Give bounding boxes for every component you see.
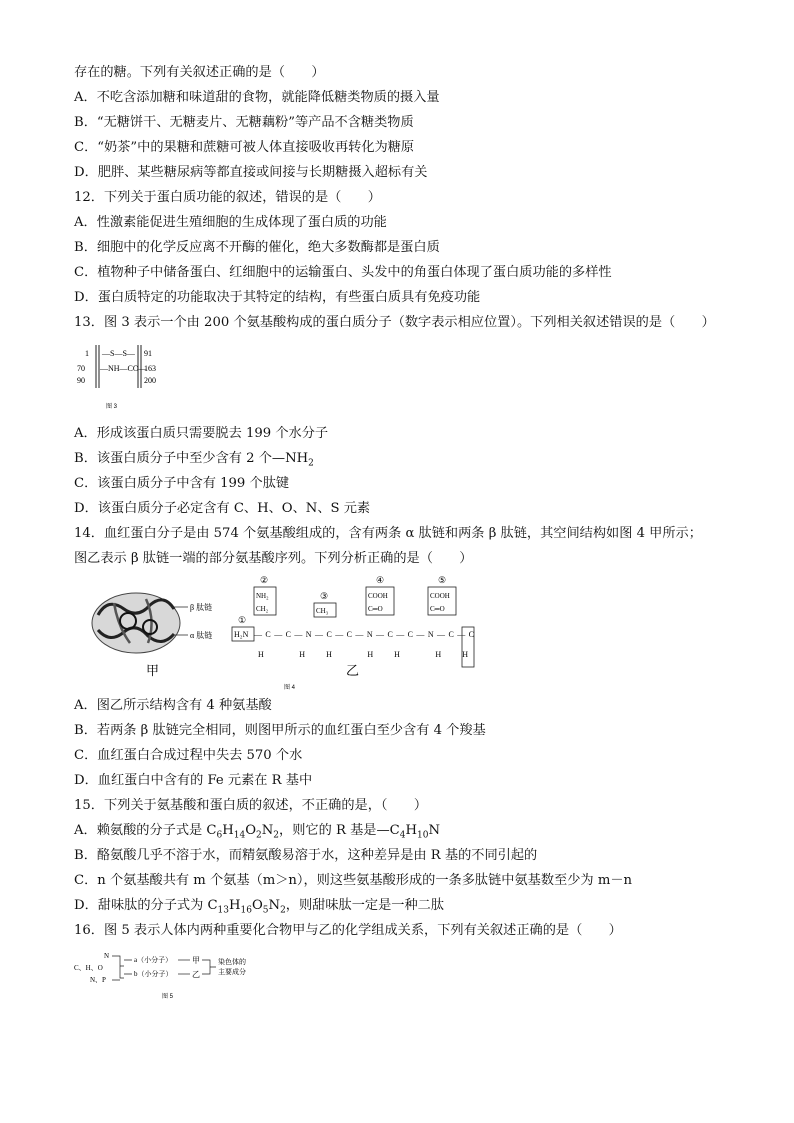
question-16: 16．图 5 表示人体内两种重要化合物甲与乙的化学组成关系，下列有关叙述正确的是（ ）	[74, 923, 622, 938]
figure-3	[74, 340, 164, 412]
r-group-nh2: NH₂	[256, 592, 269, 600]
subscript: 13	[217, 905, 229, 916]
r-group-ch3: CH₃	[316, 607, 329, 615]
result-text: 主要成分	[218, 968, 246, 976]
fig3-disulfide-bond: —S—S—	[102, 349, 135, 358]
fig3-right-num: 163	[144, 364, 156, 373]
compound-jia: 甲	[192, 956, 200, 965]
text: H	[222, 823, 234, 838]
subscript: 5	[262, 905, 269, 916]
r-group-cooh: COOH	[430, 592, 450, 600]
fig4-caption: 图 4	[284, 685, 296, 691]
option-d: D．该蛋白质分子必定含有 C、H、O、N、S 元素	[74, 501, 371, 516]
r-group-cooh: COOH	[368, 592, 388, 600]
option-c: C．血红蛋白合成过程中失去 570 个水	[74, 748, 303, 763]
fig3-left-num: 1	[85, 349, 89, 358]
option-d: D．血红蛋白中含有的 Fe 元素在 R 基中	[74, 773, 313, 788]
option-b: B．若两条 β 肽链完全相同，则图甲所示的血红蛋白至少含有 4 个羧基	[74, 723, 486, 738]
option-d	[74, 897, 444, 920]
option-c: C．n 个氨基酸共有 m 个氨基（m＞n），则这些氨基酸形成的一条多肽链中氨基数至少为 m－n	[74, 873, 632, 888]
text: D．甜味肽的分子式为 C	[74, 898, 218, 913]
element-n: N	[104, 952, 110, 960]
circled-number: ①	[238, 615, 247, 625]
fig3-peptide-bond: —NH—CO—	[100, 364, 147, 373]
beta-chain-label: β 肽链	[190, 603, 213, 612]
subscript: 2	[308, 458, 314, 469]
option-a	[74, 822, 440, 845]
option-a: A．图乙所示结构含有 4 种氨基酸	[74, 698, 272, 713]
subscript: 4	[399, 830, 406, 841]
subscript: 2	[256, 830, 262, 841]
figure-4	[84, 575, 484, 693]
option-c: C．“奶茶”中的果糖和蔗糖可被人体直接吸收再转化为糖原	[74, 140, 415, 155]
text: O	[251, 898, 263, 913]
element-np: N、P	[90, 976, 106, 984]
subscript: 16	[240, 905, 252, 916]
question-text: 存在的糖。下列有关叙述正确的是（ ）	[74, 65, 325, 80]
option-b: B．“无糖饼干、无糖麦片、无糖藕粉”等产品不含糖类物质	[74, 115, 414, 130]
backbone-h-row: H H H H H H H	[258, 650, 468, 659]
question-12: 12．下列关于蛋白质功能的叙述，错误的是（ ）	[74, 190, 381, 205]
question-14-cont: 图乙表示 β 肽链一端的部分氨基酸序列。下列分析正确的是（ ）	[74, 551, 473, 566]
subscript: 2	[273, 830, 280, 841]
circled-number: ②	[260, 575, 269, 585]
circled-number: ⑤	[438, 575, 447, 585]
text: N	[268, 898, 281, 913]
option-a: A．不吃含添加糖和味道甜的食物，就能降低糖类物质的摄入量	[74, 90, 440, 105]
text: A．赖氨酸的分子式是 C	[74, 823, 217, 838]
backbone-chain: —C—C—N—C—C—N—C—C—N—C—C	[254, 630, 474, 639]
label-b: b（小分子）	[134, 970, 173, 978]
question-15: 15．下列关于氨基酸和蛋白质的叙述，不正确的是，（ ）	[74, 798, 428, 813]
label-a: a（小分子）	[134, 956, 173, 964]
r-group-co: C═O	[368, 605, 383, 613]
subscript: 14	[233, 830, 246, 841]
option-b: B．细胞中的化学反应离不开酶的催化，绝大多数酶都是蛋白质	[74, 240, 440, 255]
option-a: A．性激素能促进生殖细胞的生成体现了蛋白质的功能	[74, 215, 387, 230]
amino-group: H₂N	[234, 630, 249, 639]
hemoglobin-structure-image	[92, 593, 180, 653]
question-14: 14．血红蛋白分子是由 574 个氨基酸组成的，含有两条 α 肽链和两条 β 肽链，其空间结构如图 4 甲所示；	[74, 526, 702, 541]
option-d: D．蛋白质特定的功能取决于其特定的结构，有些蛋白质具有免疫功能	[74, 290, 481, 305]
text: N	[261, 823, 274, 838]
element-cho: C、H、O	[74, 964, 103, 972]
circled-number: ④	[376, 575, 385, 585]
option-d: D．肥胖、某些糖尿病等都直接或间接与长期糖摄入超标有关	[74, 165, 428, 180]
text: O	[245, 823, 257, 838]
text: H	[405, 823, 417, 838]
fig3-left-num: 70	[77, 364, 85, 373]
label-jia: 甲	[146, 663, 160, 678]
alpha-chain-label: α 肽链	[190, 631, 213, 640]
figure-5	[74, 948, 284, 1004]
option-b-text: B．该蛋白质分子中至少含有 2 个—NH	[74, 451, 309, 466]
result-text: 染色体的	[218, 958, 246, 966]
subscript: 6	[216, 830, 223, 841]
r-group-ch2: CH₂	[256, 605, 269, 613]
option-b	[74, 450, 314, 473]
text: ，则它的 R 基是—C	[279, 823, 400, 838]
compound-yi: 乙	[192, 970, 200, 979]
fig3-caption: 图 3	[106, 404, 118, 410]
fig3-right-num: 91	[144, 349, 152, 358]
subscript: 10	[417, 830, 429, 841]
option-b: B．酪氨酸几乎不溶于水，而精氨酸易溶于水，这种差异是由 R 基的不同引起的	[74, 848, 538, 863]
circled-number: ③	[320, 591, 329, 601]
option-a: A．形成该蛋白质只需要脱去 199 个水分子	[74, 426, 329, 441]
option-c: C．植物种子中储备蛋白、红细胞中的运输蛋白、头发中的角蛋白体现了蛋白质功能的多样性	[74, 265, 612, 280]
fig3-left-num: 90	[77, 376, 85, 385]
fig3-right-num: 200	[144, 376, 156, 385]
option-c: C．该蛋白质分子中含有 199 个肽键	[74, 476, 290, 491]
subscript: 2	[280, 905, 286, 916]
question-13: 13．图 3 表示一个由 200 个氨基酸构成的蛋白质分子（数字表示相应位置）。下列相关叙述错误的是（ ）	[74, 315, 715, 330]
r-group-co: C═O	[430, 605, 445, 613]
label-yi: 乙	[346, 663, 360, 678]
text: N	[428, 823, 440, 838]
text: ，则甜味肽一定是一种二肽	[285, 898, 445, 913]
fig5-caption: 图 5	[162, 994, 174, 1000]
text: H	[229, 898, 241, 913]
